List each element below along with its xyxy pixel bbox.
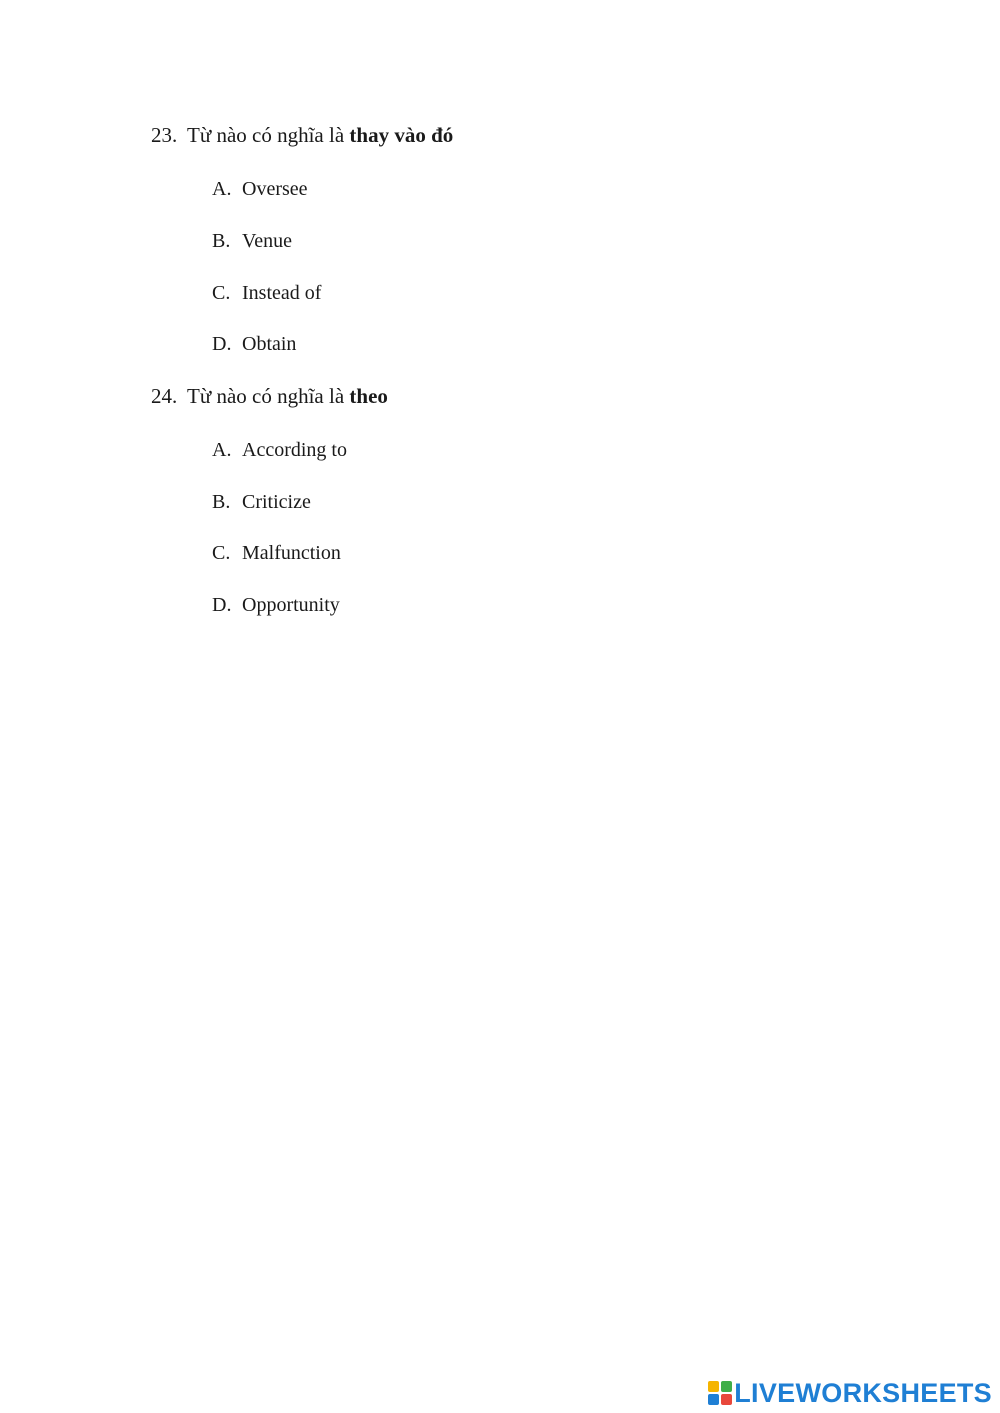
q23-option-a[interactable] <box>212 176 308 202</box>
question-number: 23. <box>151 123 178 147</box>
option-letter: C. <box>212 282 231 304</box>
option-text: Oversee <box>242 178 308 200</box>
option-letter: C. <box>212 542 231 564</box>
option-letter: A. <box>212 439 232 461</box>
question-number: 24. <box>151 384 178 408</box>
option-letter: B. <box>212 491 231 513</box>
question-keyword: theo <box>349 384 388 408</box>
q24-option-b[interactable] <box>212 489 311 515</box>
option-letter: D. <box>212 594 232 616</box>
option-letter: B. <box>212 230 231 252</box>
question-prompt: Từ nào có nghĩa là <box>187 384 350 408</box>
option-letter: A. <box>212 178 232 200</box>
q23-option-d[interactable] <box>212 331 296 357</box>
question-prompt: Từ nào có nghĩa là <box>187 123 350 147</box>
logo-text: LIVEWORKSHEETS <box>734 1378 992 1408</box>
option-text: Venue <box>242 230 292 252</box>
option-letter: D. <box>212 333 232 355</box>
liveworksheets-logo[interactable] <box>708 1379 992 1407</box>
question-keyword: thay vào đó <box>349 123 454 147</box>
option-text: Opportunity <box>242 594 340 616</box>
liveworksheets-logo-icon <box>708 1381 732 1405</box>
q24-option-a[interactable] <box>212 437 347 463</box>
option-text: Criticize <box>242 491 311 513</box>
q24-option-c[interactable] <box>212 540 341 566</box>
question-24 <box>151 383 388 409</box>
q23-option-b[interactable] <box>212 228 292 254</box>
option-text: According to <box>242 439 347 461</box>
option-text: Malfunction <box>242 542 341 564</box>
q23-option-c[interactable] <box>212 280 321 306</box>
option-text: Instead of <box>242 282 322 304</box>
q24-option-d[interactable] <box>212 592 340 618</box>
option-text: Obtain <box>242 333 297 355</box>
question-23 <box>151 122 453 148</box>
